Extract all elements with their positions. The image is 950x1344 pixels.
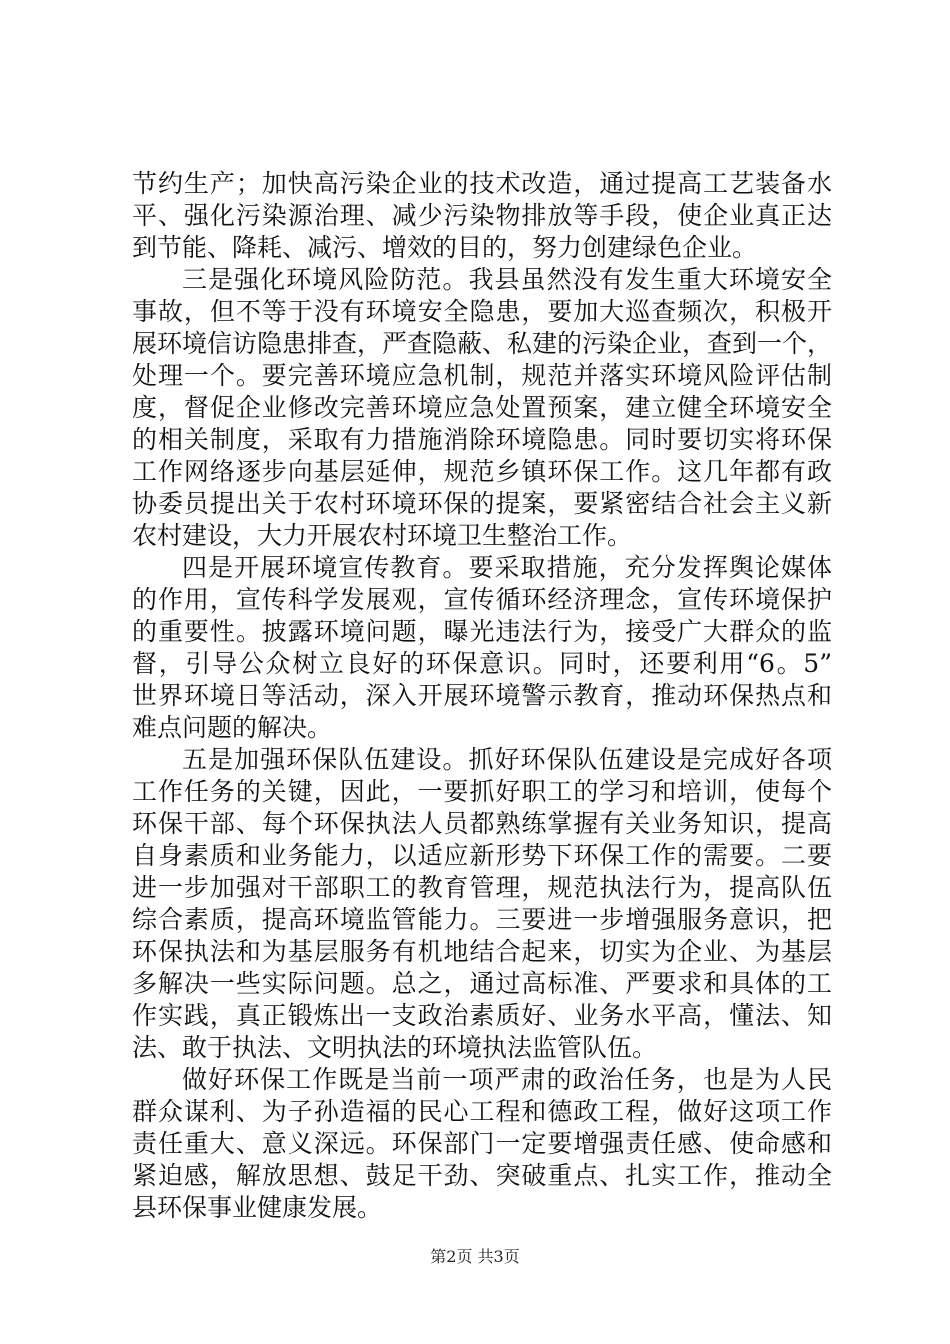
text-line: 做好环保工作既是当前一项严肃的政治任务，也是为人民 — [182, 1065, 832, 1094]
text-line: 事故，但不等于没有环境安全隐患，要加大巡查频次，积极开 — [132, 297, 832, 326]
text-line: 农村建设，大力开展农村环境卫生整治工作。 — [132, 521, 633, 550]
text-line: 责任重大、意义深远。环保部门一定要增强责任感、使命感和 — [132, 1129, 832, 1158]
text-line: 难点问题的解决。 — [132, 713, 333, 742]
text-line: 五是加强环保队伍建设。抓好环保队伍建设是完成好各项 — [182, 745, 832, 774]
text-line: 环保干部、每个环保执法人员都熟练掌握有关业务知识，提高 — [132, 809, 832, 838]
text-line: 协委员提出关于农村环境环保的提案，要紧密结合社会主义新 — [132, 489, 832, 518]
text-line: 进一步加强对干部职工的教育管理，规范执法行为，提高队伍 — [132, 873, 832, 902]
text-line: 的相关制度，采取有力措施消除环境隐患。同时要切实将环保 — [132, 425, 832, 454]
text-line: 紧迫感，解放思想、鼓足干劲、突破重点、扎实工作，推动全 — [132, 1161, 832, 1190]
page-number-footer: 第2页 共3页 — [430, 1247, 520, 1266]
text-line: 群众谋利、为子孙造福的民心工程和德政工程，做好这项工作 — [132, 1097, 832, 1126]
text-line: 工作网络逐步向基层延伸，规范乡镇环保工作。这几年都有政 — [132, 457, 832, 486]
text-line: 法、敢于执法、文明执法的环境执法监管队伍。 — [132, 1033, 658, 1062]
text-line: 处理一个。要完善环境应急机制，规范并落实环境风险评估制 — [132, 361, 832, 390]
text-line: 工作任务的关键，因此，一要抓好职工的学习和培训，使每个 — [132, 777, 832, 806]
text-line: 的重要性。披露环境问题，曝光违法行为，接受广大群众的监 — [132, 617, 832, 646]
text-line: 作实践，真正锻炼出一支政治素质好、业务水平高，懂法、知 — [132, 1001, 832, 1030]
text-line: 自身素质和业务能力，以适应新形势下环保工作的需要。二要 — [132, 841, 832, 870]
document-body — [132, 168, 832, 1224]
text-line: 世界环境日等活动，深入开展环境警示教育，推动环保热点和 — [132, 681, 832, 710]
text-line: 平、强化污染源治理、减少污染物排放等手段，使企业真正达 — [132, 201, 832, 230]
text-line: 综合素质，提高环境监管能力。三要进一步增强服务意识，把 — [132, 905, 832, 934]
text-line: 到节能、降耗、减污、增效的目的，努力创建绿色企业。 — [132, 233, 758, 262]
text-line: 节约生产；加快高污染企业的技术改造，通过提高工艺装备水 — [132, 169, 832, 198]
text-line: 多解决一些实际问题。总之，通过高标准、严要求和具体的工 — [132, 969, 832, 998]
text-line: 三是强化环境风险防范。我县虽然没有发生重大环境安全 — [182, 265, 832, 294]
text-line: 四是开展环境宣传教育。要采取措施，充分发挥舆论媒体 — [182, 553, 832, 582]
text-line: 度，督促企业修改完善环境应急处置预案，建立健全环境安全 — [132, 393, 832, 422]
text-line: 督，引导公众树立良好的环保意识。同时，还要利用“6。5” — [132, 649, 832, 678]
text-line: 的作用，宣传科学发展观，宣传循环经济理念，宣传环境保护 — [132, 585, 832, 614]
text-line: 展环境信访隐患排查，严查隐蔽、私建的污染企业，查到一个， — [132, 329, 833, 358]
text-line: 环保执法和为基层服务有机地结合起来，切实为企业、为基层 — [132, 937, 832, 966]
text-line: 县环保事业健康发展。 — [132, 1193, 383, 1222]
